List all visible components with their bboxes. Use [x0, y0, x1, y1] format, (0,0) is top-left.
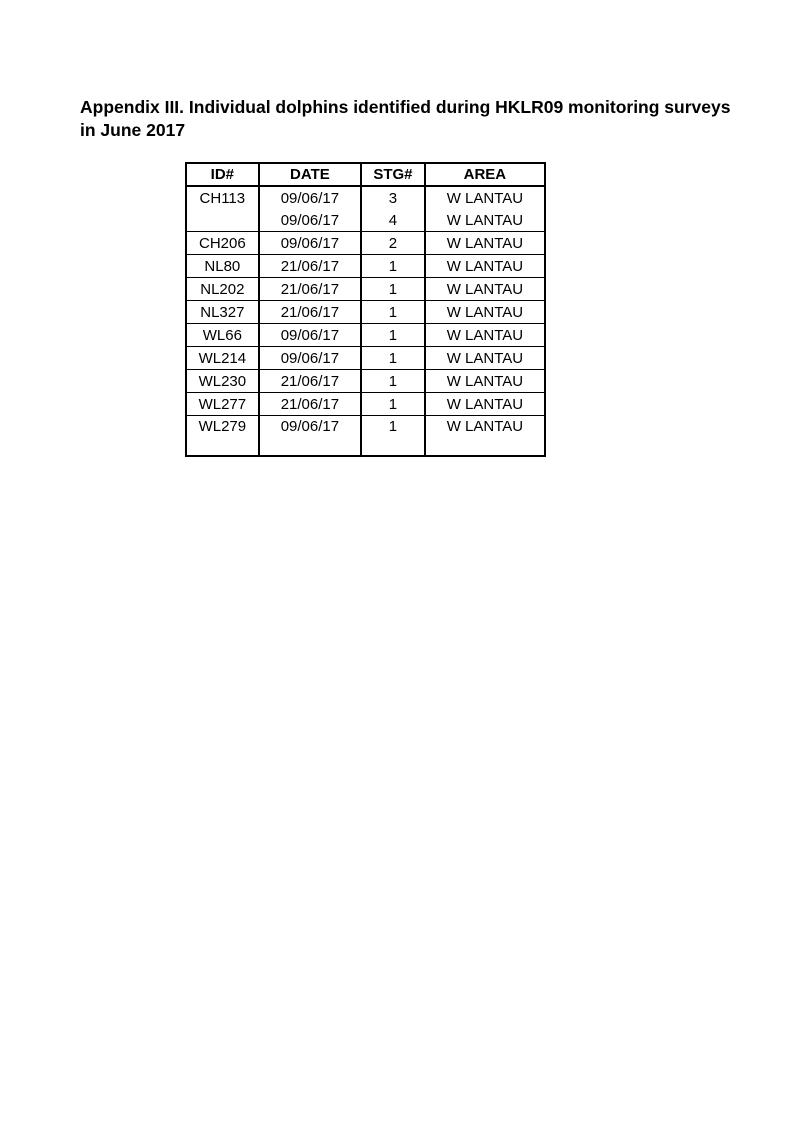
cell-date: 09/06/17	[259, 347, 361, 370]
cell-date: 09/06/17	[259, 232, 361, 255]
cell-date: 09/06/17	[259, 186, 361, 209]
cell-stg: 1	[361, 347, 425, 370]
cell-date: 09/06/17	[259, 324, 361, 347]
page-title: Appendix III. Individual dolphins identified during HKLR09 monitoring surveys in June 2017	[80, 97, 731, 140]
header-row	[186, 163, 545, 186]
cell-area: W LANTAU	[425, 186, 545, 209]
cell-id: NL80	[186, 255, 259, 278]
cell-area: W LANTAU	[425, 393, 545, 416]
table-body	[186, 186, 545, 456]
cell-id: NL327	[186, 301, 259, 324]
table-row	[186, 370, 545, 393]
cell-stg: 1	[361, 416, 425, 457]
cell-id: WL277	[186, 393, 259, 416]
table-row	[186, 301, 545, 324]
table-row	[186, 347, 545, 370]
cell-date: 21/06/17	[259, 278, 361, 301]
cell-id: WL214	[186, 347, 259, 370]
cell-stg: 2	[361, 232, 425, 255]
cell-area: W LANTAU	[425, 370, 545, 393]
header-area: AREA	[425, 163, 545, 186]
cell-stg: 1	[361, 255, 425, 278]
cell-id: WL230	[186, 370, 259, 393]
cell-area: W LANTAU	[425, 278, 545, 301]
table-row	[186, 278, 545, 301]
cell-date: 09/06/17	[259, 209, 361, 232]
table-row	[186, 255, 545, 278]
table-row	[186, 186, 545, 209]
table-row	[186, 324, 545, 347]
cell-area: W LANTAU	[425, 301, 545, 324]
cell-stg: 4	[361, 209, 425, 232]
cell-date: 21/06/17	[259, 370, 361, 393]
cell-date: 21/06/17	[259, 301, 361, 324]
cell-area: W LANTAU	[425, 209, 545, 232]
cell-area: W LANTAU	[425, 255, 545, 278]
cell-date: 21/06/17	[259, 255, 361, 278]
cell-id: CH206	[186, 232, 259, 255]
cell-id: WL279	[186, 416, 259, 457]
table-header	[186, 163, 545, 186]
cell-stg: 3	[361, 186, 425, 209]
cell-date: 21/06/17	[259, 393, 361, 416]
cell-area: W LANTAU	[425, 232, 545, 255]
header-stg: STG#	[361, 163, 425, 186]
cell-area: W LANTAU	[425, 347, 545, 370]
table-row	[186, 393, 545, 416]
cell-stg: 1	[361, 393, 425, 416]
cell-stg: 1	[361, 278, 425, 301]
cell-area: W LANTAU	[425, 416, 545, 457]
table-row	[186, 416, 545, 457]
cell-id: NL202	[186, 278, 259, 301]
cell-id: CH113	[186, 186, 259, 209]
cell-area: W LANTAU	[425, 324, 545, 347]
cell-stg: 1	[361, 301, 425, 324]
cell-date: 09/06/17	[259, 416, 361, 457]
cell-id	[186, 209, 259, 232]
cell-stg: 1	[361, 370, 425, 393]
cell-stg: 1	[361, 324, 425, 347]
header-id: ID#	[186, 163, 259, 186]
cell-id: WL66	[186, 324, 259, 347]
table-row	[186, 232, 545, 255]
header-date: DATE	[259, 163, 361, 186]
dolphin-id-table	[185, 162, 546, 457]
table-row	[186, 209, 545, 232]
